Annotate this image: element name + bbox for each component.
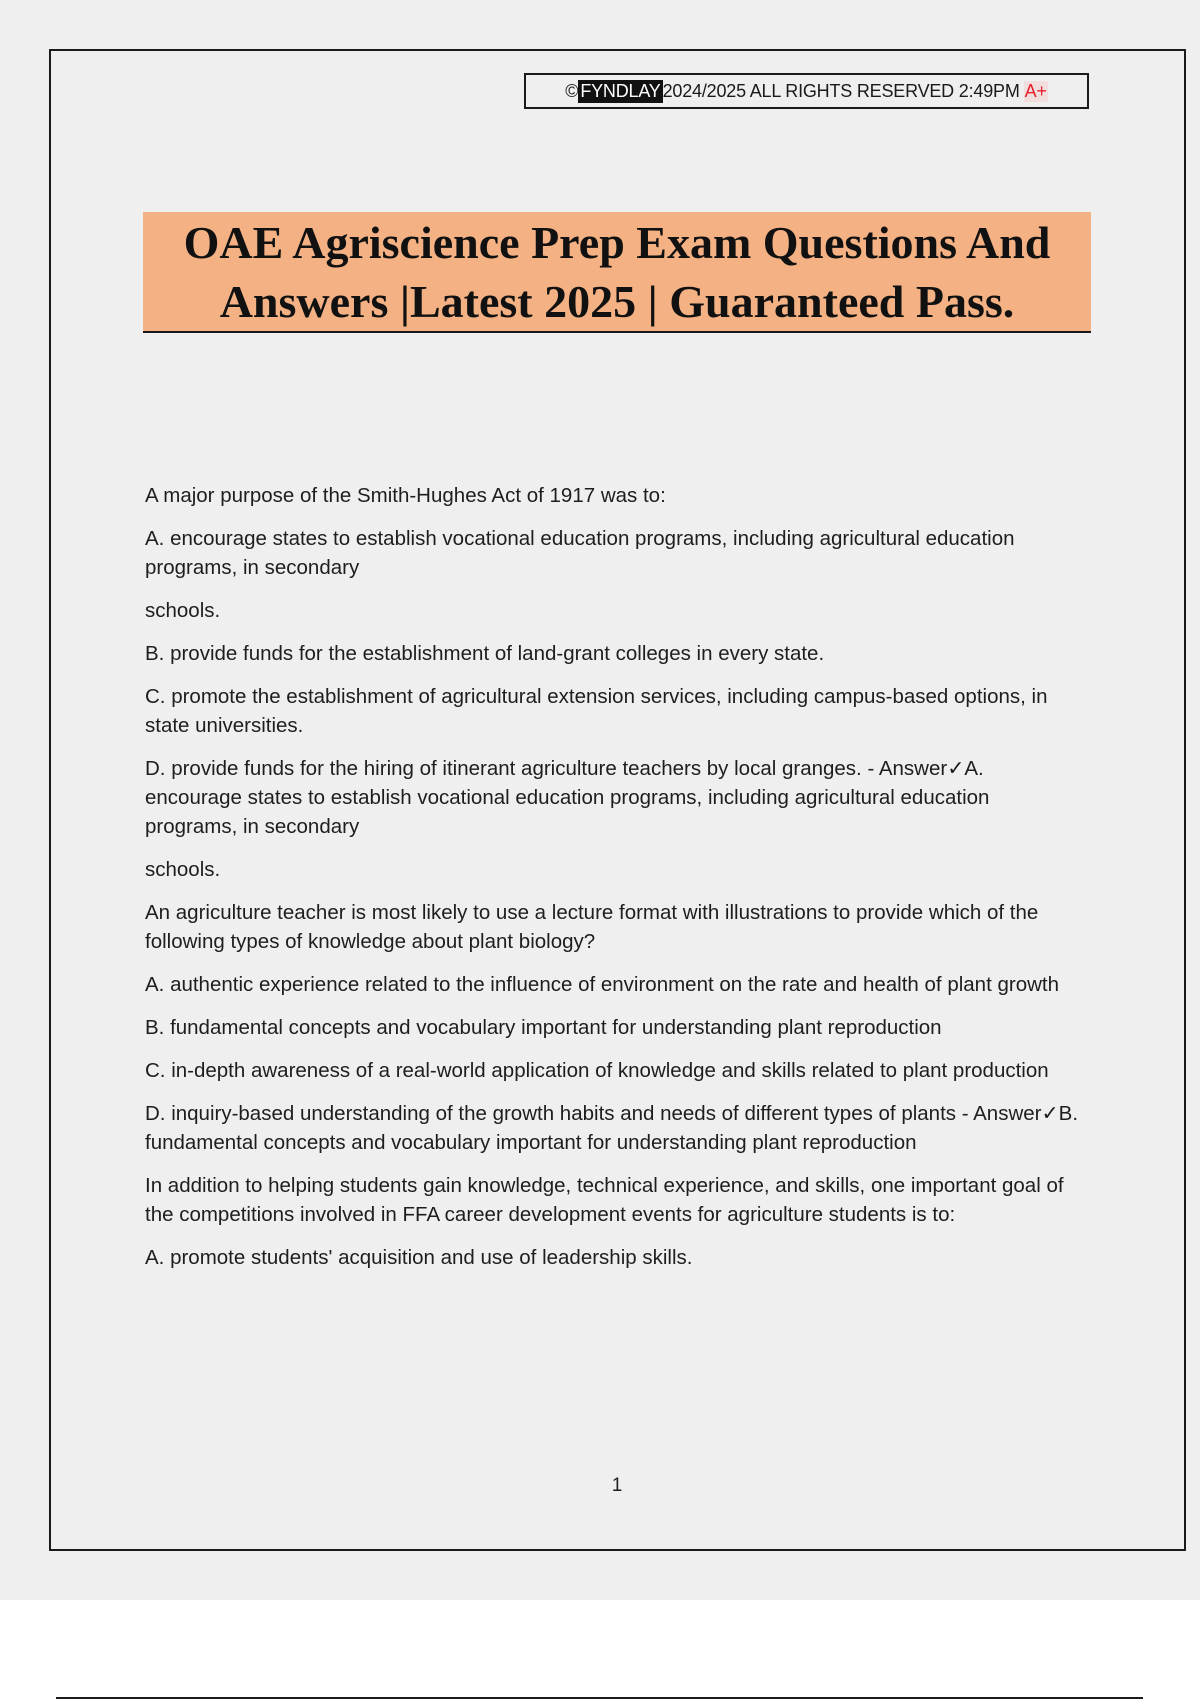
grade-badge: A+ [1024,80,1047,101]
question-2-stem: An agriculture teacher is most likely to use a lecture format with illustrations to provide which of the following types of knowledge about plant biology? [145,901,1039,953]
page-title [184,213,1051,331]
title-line-1: OAE Agriscience Prep Exam Questions And [183,216,1051,268]
title-banner [143,212,1091,333]
page-number: 1 [611,1475,623,1496]
question-1-option-c: C. promote the establishment of agricultural extension services, including campus-based options, in state universities. [145,685,1048,737]
question-1-option-a: A. encourage states to establish vocational education programs, including agricultural education programs, in secondary [145,527,1015,579]
question-2-option-a: A. authentic experience related to the influence of environment on the rate and health of plant growth [145,973,1059,996]
brand-name: FYNDLAY [580,80,661,101]
question-content [145,481,1085,1286]
next-page-top-rule [56,1697,1143,1699]
question-2-option-b: B. fundamental concepts and vocabulary important for understanding plant reproduction [145,1016,942,1039]
question-1-option-a-continued: schools. [145,599,221,622]
question-2-option-d-answer: D. inquiry-based understanding of the growth habits and needs of different types of plants - Answer✓B. fundamental concepts and vocabulary important for understanding plant reproduction [145,1102,1079,1154]
question-3-option-a: A. promote students' acquisition and use of leadership skills. [145,1246,693,1269]
copyright-symbol: © [565,80,579,101]
question-1-option-d-answer: D. provide funds for the hiring of itinerant agriculture teachers by local granges. - Answer✓A. encourage states to establish vocational education programs, including agricultural education programs, in secondary [145,757,990,838]
question-1-option-b: B. provide funds for the establishment of land-grant colleges in every state. [145,642,825,665]
question-2-option-c: C. in-depth awareness of a real-world application of knowledge and skills related to plant production [145,1059,1049,1082]
copyright-header [524,73,1089,109]
question-1-stem: A major purpose of the Smith-Hughes Act of 1917 was to: [145,484,666,507]
copyright-text: 2024/2025 ALL RIGHTS RESERVED 2:49PM [662,80,1020,101]
title-line-2: Answers |Latest 2025 | Guaranteed Pass. [219,275,1015,327]
question-3-stem: In addition to helping students gain knowledge, technical experience, and skills, one important goal of the competitions involved in FFA career development events for agriculture students is to: [145,1174,1064,1226]
question-1-answer-continued: schools. [145,858,221,881]
